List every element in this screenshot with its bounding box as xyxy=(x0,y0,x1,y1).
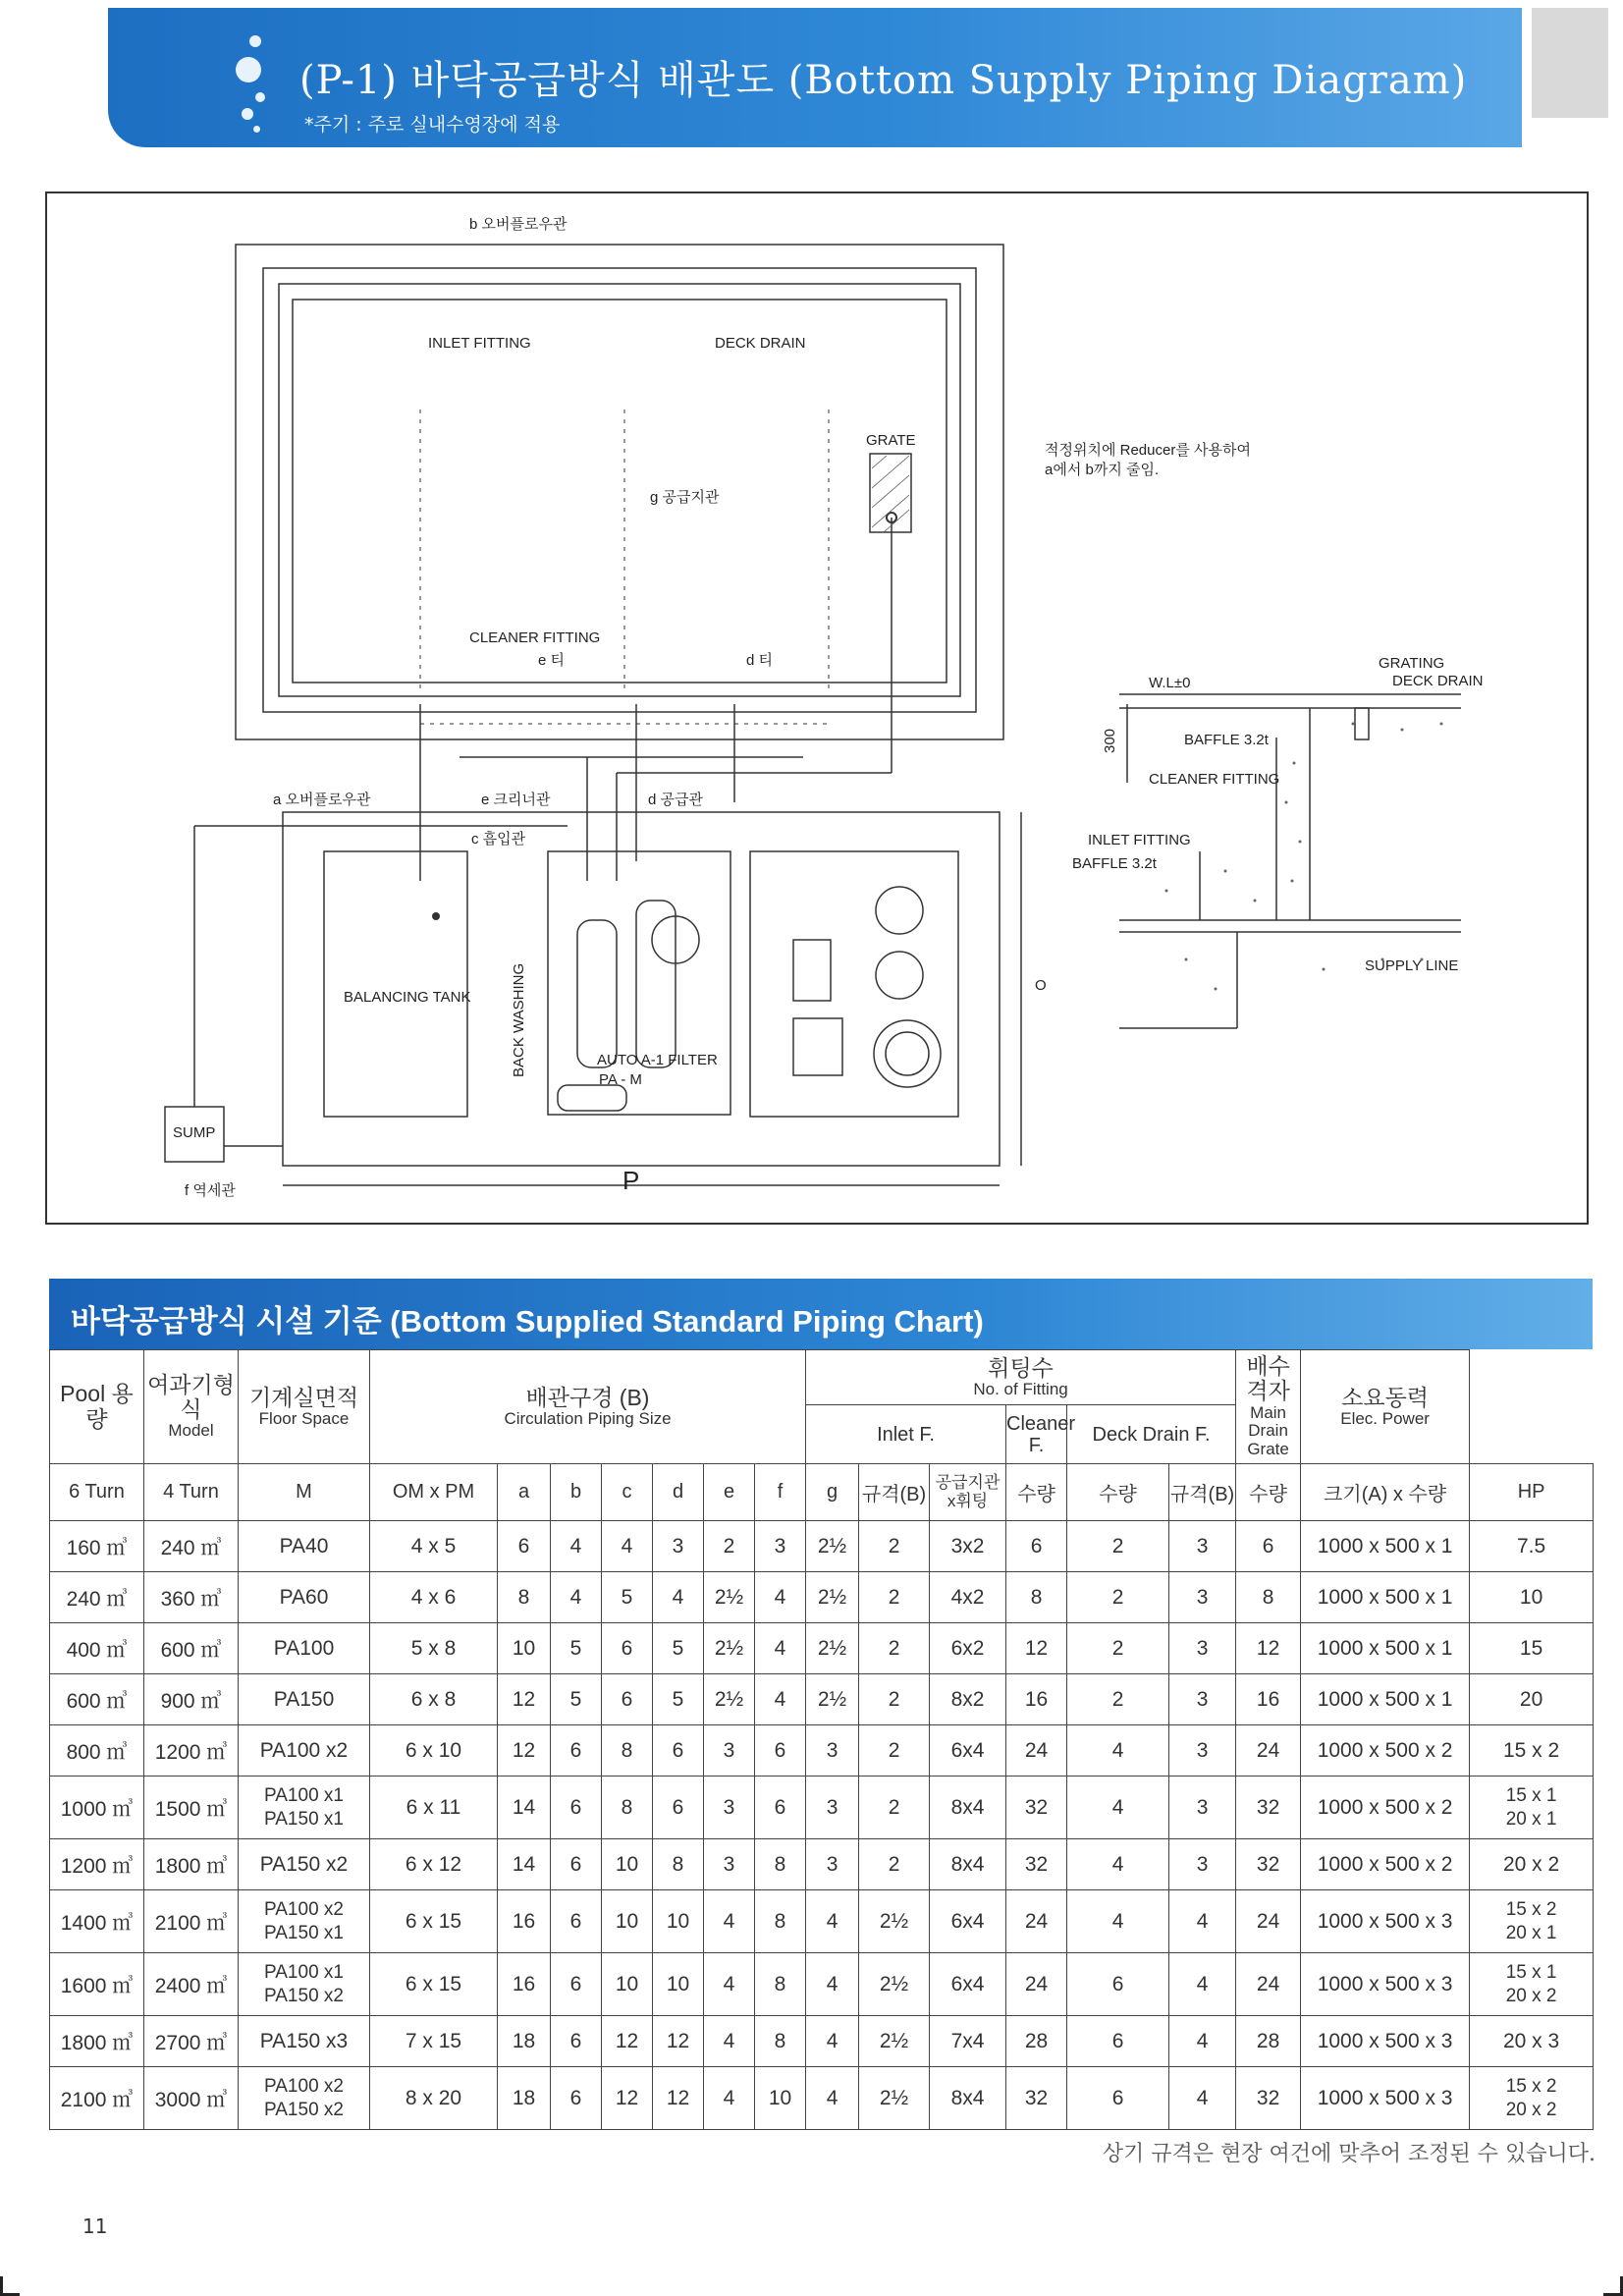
table-cell: 600 ㎥ xyxy=(144,1623,239,1674)
table-cell: 6 xyxy=(1236,1521,1301,1572)
table-cell: 3000 ㎥ xyxy=(144,2067,239,2130)
label-section-cleaner: CLEANER FITTING xyxy=(1149,771,1280,788)
table-cell: 6 xyxy=(1067,1953,1169,2016)
table-cell: PA40 xyxy=(239,1521,370,1572)
table-cell: PA150 x3 xyxy=(239,2016,370,2067)
table-cell: 2 xyxy=(1067,1521,1169,1572)
table-cell: 160 ㎥ xyxy=(50,1521,144,1572)
table-cell: 8 xyxy=(755,1953,806,2016)
table-cell: 6 xyxy=(551,1777,602,1839)
subheader-cell: OM x PM xyxy=(370,1464,498,1521)
table-cell: 600 ㎥ xyxy=(50,1674,144,1725)
piping-diagram xyxy=(45,191,1589,1225)
table-cell: 7x4 xyxy=(930,2016,1006,2067)
table-cell: 28 xyxy=(1236,2016,1301,2067)
table-cell: 8 xyxy=(755,1839,806,1890)
label-d-supply-pipe: d 공급관 xyxy=(648,792,703,808)
table-cell: 1000 ㎥ xyxy=(50,1777,144,1839)
table-cell: 1000 x 500 x 1 xyxy=(1301,1521,1470,1572)
table-cell: PA60 xyxy=(239,1572,370,1623)
table-cell: 1800 ㎥ xyxy=(50,2016,144,2067)
table-cell: 4 xyxy=(755,1572,806,1623)
table-cell: 4 xyxy=(704,2016,755,2067)
table-cell: 3 xyxy=(1169,1572,1236,1623)
table-cell: 10 xyxy=(602,1839,653,1890)
table-row xyxy=(50,1572,1594,1623)
table-cell: 4x2 xyxy=(930,1572,1006,1623)
label-b-overflow: b 오버플로우관 xyxy=(469,216,568,233)
table-cell: 10 xyxy=(653,1953,704,2016)
table-cell: 4 xyxy=(1067,1777,1169,1839)
subheader-cell: 규격(B) xyxy=(1169,1464,1236,1521)
table-cell: 4 xyxy=(755,1623,806,1674)
subheader-cell: e xyxy=(704,1464,755,1521)
table-cell: 5 xyxy=(653,1623,704,1674)
header-floor-space: 기계실면적 Floor Space xyxy=(239,1350,370,1464)
table-cell: 12 xyxy=(653,2016,704,2067)
table-cell: 8 xyxy=(602,1777,653,1839)
label-a-overflow: a 오버플로우관 xyxy=(273,792,371,808)
label-section-baffle-1: BAFFLE 3.2t xyxy=(1184,732,1269,748)
table-cell: 1000 x 500 x 2 xyxy=(1301,1725,1470,1777)
table-cell: 4 xyxy=(1067,1890,1169,1953)
header-inlet: Inlet F. xyxy=(806,1405,1006,1464)
table-cell: 2½ xyxy=(704,1623,755,1674)
table-cell: 1600 ㎥ xyxy=(50,1953,144,2016)
table-cell: 20 x 3 xyxy=(1470,2016,1594,2067)
table-cell: PA100 x2 PA150 x2 xyxy=(239,2067,370,2130)
label-inlet-fitting: INLET FITTING xyxy=(428,335,531,352)
subheader-cell: 수량 xyxy=(1006,1464,1067,1521)
label-section-300: 300 xyxy=(1102,728,1118,753)
subheader-cell: 수량 xyxy=(1067,1464,1169,1521)
table-cell: 6 x 15 xyxy=(370,1890,498,1953)
table-cell: 3 xyxy=(1169,1521,1236,1572)
subheader-cell: 6 Turn xyxy=(50,1464,144,1521)
table-cell: 4 xyxy=(704,2067,755,2130)
footnote: 상기 규격은 현장 여건에 맞추어 조정된 수 있습니다. xyxy=(1102,2142,1596,2166)
table-cell: 24 xyxy=(1236,1953,1301,2016)
label-reducer-note-1: 적정위치에 Reducer를 사용하여 xyxy=(1045,442,1251,459)
table-cell: 4 xyxy=(1169,2016,1236,2067)
table-cell: 4 xyxy=(806,2067,859,2130)
header-banner xyxy=(108,8,1522,147)
table-cell: 24 xyxy=(1006,1725,1067,1777)
table-cell: 1200 ㎥ xyxy=(50,1839,144,1890)
label-section-wl: W.L±0 xyxy=(1149,675,1191,691)
table-cell: 400 ㎥ xyxy=(50,1623,144,1674)
table-cell: 28 xyxy=(1006,2016,1067,2067)
label-g-supply-branch: g 공급지관 xyxy=(650,489,720,506)
table-cell: 8x4 xyxy=(930,1777,1006,1839)
table-cell: 3x2 xyxy=(930,1521,1006,1572)
table-cell: 6 xyxy=(653,1777,704,1839)
table-cell: 4 xyxy=(1067,1839,1169,1890)
table-cell: 12 xyxy=(1006,1623,1067,1674)
table-cell: 4 xyxy=(653,1572,704,1623)
table-cell: 8 xyxy=(755,2016,806,2067)
table-cell: 4 xyxy=(704,1953,755,2016)
header-drain-grate: 배수격자 Main Drain Grate xyxy=(1236,1350,1301,1464)
label-auto-filter: AUTO A-1 FILTER xyxy=(597,1052,718,1068)
table-cell: 1400 ㎥ xyxy=(50,1890,144,1953)
table-cell: 1000 x 500 x 1 xyxy=(1301,1572,1470,1623)
table-row xyxy=(50,1623,1594,1674)
table-cell: 4 xyxy=(704,1890,755,1953)
table-cell: 32 xyxy=(1236,2067,1301,2130)
table-cell: 6 x 12 xyxy=(370,1839,498,1890)
crop-mark xyxy=(0,2276,20,2296)
table-cell: 12 xyxy=(653,2067,704,2130)
table-cell: 900 ㎥ xyxy=(144,1674,239,1725)
page-number: 11 xyxy=(82,2214,108,2238)
table-cell: 10 xyxy=(653,1890,704,1953)
table-cell: 4 xyxy=(755,1674,806,1725)
table-cell: 1500 ㎥ xyxy=(144,1777,239,1839)
header-cleaner: Cleaner F. xyxy=(1006,1405,1067,1464)
table-cell: 6x4 xyxy=(930,1953,1006,2016)
table-cell: 8 xyxy=(602,1725,653,1777)
table-cell: 15 x 2 20 x 2 xyxy=(1470,2067,1594,2130)
label-cleaner-fitting: CLEANER FITTING xyxy=(469,629,601,646)
table-cell: 10 xyxy=(755,2067,806,2130)
table-row xyxy=(50,1839,1594,1890)
label-reducer-note-2: a에서 b까지 줄임. xyxy=(1045,462,1160,478)
subheader-cell: f xyxy=(755,1464,806,1521)
table-cell: 240 ㎥ xyxy=(50,1572,144,1623)
table-cell: 10 xyxy=(602,1890,653,1953)
table-cell: 6 x 11 xyxy=(370,1777,498,1839)
table-cell: 32 xyxy=(1006,2067,1067,2130)
table-cell: 6 x 15 xyxy=(370,1953,498,2016)
table-cell: PA100 x1 PA150 x2 xyxy=(239,1953,370,2016)
subheader-cell: 크기(A) x 수량 xyxy=(1301,1464,1470,1521)
header-pool: Pool 용량 xyxy=(50,1350,144,1464)
label-pa-m: PA - M xyxy=(599,1071,642,1088)
table-cell: 4 x 5 xyxy=(370,1521,498,1572)
piping-chart-table xyxy=(49,1349,1594,2130)
table-cell: 6 xyxy=(551,2067,602,2130)
table-cell: 20 xyxy=(1470,1674,1594,1725)
table-cell: 2100 ㎥ xyxy=(144,1890,239,1953)
table-cell: 32 xyxy=(1236,1839,1301,1890)
label-c-suction-pipe: c 흡입관 xyxy=(471,831,526,847)
table-cell: 16 xyxy=(498,1890,551,1953)
label-d-tee: d 티 xyxy=(746,652,773,669)
chart-title-bar xyxy=(49,1279,1593,1349)
table-cell: 6 xyxy=(551,1890,602,1953)
table-cell: 2½ xyxy=(806,1572,859,1623)
table-cell: 2400 ㎥ xyxy=(144,1953,239,2016)
table-cell: 8 xyxy=(653,1839,704,1890)
table-cell: 800 ㎥ xyxy=(50,1725,144,1777)
table-cell: 6 xyxy=(551,2016,602,2067)
subheader-cell: 규격(B) xyxy=(859,1464,930,1521)
table-cell: 2 xyxy=(859,1521,930,1572)
table-cell: 2½ xyxy=(704,1674,755,1725)
table-cell: 1000 x 500 x 2 xyxy=(1301,1777,1470,1839)
table-cell: 4 xyxy=(806,2016,859,2067)
subheader-cell: b xyxy=(551,1464,602,1521)
dimension-p: P xyxy=(622,1166,640,1195)
table-cell: 2 xyxy=(859,1839,930,1890)
label-e-tee: e 티 xyxy=(538,652,565,669)
table-cell: 8 xyxy=(498,1572,551,1623)
piping-diagram-drawing xyxy=(47,193,1591,1227)
table-cell: 15 x 2 20 x 1 xyxy=(1470,1890,1594,1953)
table-cell: 15 x 2 xyxy=(1470,1725,1594,1777)
table-cell: 3 xyxy=(704,1725,755,1777)
table-cell: 2 xyxy=(859,1674,930,1725)
table-cell: 16 xyxy=(1236,1674,1301,1725)
table-cell: 24 xyxy=(1236,1725,1301,1777)
table-cell: 14 xyxy=(498,1839,551,1890)
table-cell: 24 xyxy=(1006,1953,1067,2016)
table-cell: 2 xyxy=(859,1725,930,1777)
table-cell: 240 ㎥ xyxy=(144,1521,239,1572)
table-cell: 32 xyxy=(1006,1839,1067,1890)
table-cell: 6 x 8 xyxy=(370,1674,498,1725)
table-cell: 1000 x 500 x 3 xyxy=(1301,1953,1470,2016)
table-cell: 2½ xyxy=(806,1674,859,1725)
table-cell: 2 xyxy=(859,1777,930,1839)
table-cell: 2½ xyxy=(859,2016,930,2067)
table-cell: PA100 x1 PA150 x1 xyxy=(239,1777,370,1839)
table-cell: 24 xyxy=(1236,1890,1301,1953)
table-cell: 1000 x 500 x 1 xyxy=(1301,1623,1470,1674)
table-cell: 2100 ㎥ xyxy=(50,2067,144,2130)
label-grate: GRATE xyxy=(866,432,916,449)
table-cell: 1000 x 500 x 3 xyxy=(1301,2016,1470,2067)
table-cell: 5 xyxy=(551,1674,602,1725)
table-cell: 1200 ㎥ xyxy=(144,1725,239,1777)
table-cell: 1000 x 500 x 3 xyxy=(1301,1890,1470,1953)
table-cell: 6 xyxy=(1067,2016,1169,2067)
header-model: 여과기형식 Model xyxy=(144,1350,239,1464)
label-section-grating: GRATING xyxy=(1379,655,1445,672)
table-cell: 3 xyxy=(1169,1777,1236,1839)
table-cell: 1000 x 500 x 1 xyxy=(1301,1674,1470,1725)
table-cell: 12 xyxy=(602,2067,653,2130)
table-cell: 6 xyxy=(755,1777,806,1839)
table-row xyxy=(50,1890,1594,1953)
label-back-washing: BACK WASHING xyxy=(511,962,527,1077)
table-cell: 6 xyxy=(755,1725,806,1777)
table-cell: 4 x 6 xyxy=(370,1572,498,1623)
table-cell: 6 xyxy=(551,1839,602,1890)
table-cell: 32 xyxy=(1006,1777,1067,1839)
table-cell: 3 xyxy=(1169,1725,1236,1777)
table-cell: 18 xyxy=(498,2067,551,2130)
table-cell: 2½ xyxy=(806,1521,859,1572)
table-row xyxy=(50,2016,1594,2067)
table-cell: 4 xyxy=(551,1521,602,1572)
subheader-cell: 4 Turn xyxy=(144,1464,239,1521)
dimension-o: O xyxy=(1035,977,1047,994)
table-cell: 15 x 1 20 x 1 xyxy=(1470,1777,1594,1839)
table-cell: 6 xyxy=(498,1521,551,1572)
table-row xyxy=(50,1674,1594,1725)
table-cell: 15 xyxy=(1470,1623,1594,1674)
table-cell: 6 xyxy=(602,1674,653,1725)
table-cell: 8 xyxy=(755,1890,806,1953)
table-cell: 32 xyxy=(1236,1777,1301,1839)
table-cell: 1000 x 500 x 3 xyxy=(1301,2067,1470,2130)
table-cell: PA150 x2 xyxy=(239,1839,370,1890)
header-fitting: 휘팅수 No. of Fitting xyxy=(806,1350,1236,1405)
table-row xyxy=(50,1953,1594,2016)
crop-mark xyxy=(1603,2276,1623,2296)
table-cell: 6x2 xyxy=(930,1623,1006,1674)
table-cell: 16 xyxy=(1006,1674,1067,1725)
table-cell: 8 x 20 xyxy=(370,2067,498,2130)
subheader-cell: 공급지관 x휘팅 xyxy=(930,1464,1006,1521)
table-row xyxy=(50,2067,1594,2130)
table-cell: PA150 xyxy=(239,1674,370,1725)
table-cell: 24 xyxy=(1006,1890,1067,1953)
table-cell: 6x4 xyxy=(930,1725,1006,1777)
table-cell: 12 xyxy=(498,1725,551,1777)
table-cell: 3 xyxy=(1169,1674,1236,1725)
table-cell: 12 xyxy=(602,2016,653,2067)
table-cell: 3 xyxy=(806,1777,859,1839)
table-cell: 2 xyxy=(859,1623,930,1674)
table-cell: 3 xyxy=(806,1725,859,1777)
table-cell: 10 xyxy=(1470,1572,1594,1623)
table-cell: 2 xyxy=(1067,1572,1169,1623)
table-cell: 6 xyxy=(602,1623,653,1674)
label-section-baffle-2: BAFFLE 3.2t xyxy=(1072,855,1157,872)
table-cell: 16 xyxy=(498,1953,551,2016)
table-cell: 5 x 8 xyxy=(370,1623,498,1674)
table-row xyxy=(50,1725,1594,1777)
label-section-deck-drain: DECK DRAIN xyxy=(1392,673,1484,689)
table-cell: 360 ㎥ xyxy=(144,1572,239,1623)
table-cell: 1800 ㎥ xyxy=(144,1839,239,1890)
table-cell: 10 xyxy=(602,1953,653,2016)
label-deck-drain: DECK DRAIN xyxy=(715,335,806,352)
table-cell: PA100 xyxy=(239,1623,370,1674)
header-pipe-size: 배관구경 (B) Circulation Piping Size xyxy=(370,1350,806,1464)
header-deck: Deck Drain F. xyxy=(1067,1405,1236,1464)
table-cell: 5 xyxy=(602,1572,653,1623)
table-cell: 6 xyxy=(551,1725,602,1777)
subheader-row xyxy=(50,1464,1594,1521)
table-cell: 4 xyxy=(602,1521,653,1572)
decorative-dots-icon xyxy=(236,35,295,134)
label-f-backwash-pipe: f 역세관 xyxy=(185,1182,236,1199)
label-e-cleaner-pipe: e 크리너관 xyxy=(481,792,551,808)
table-cell: 3 xyxy=(755,1521,806,1572)
table-cell: 6 xyxy=(1067,2067,1169,2130)
table-cell: 12 xyxy=(498,1674,551,1725)
table-cell: 4 xyxy=(1067,1725,1169,1777)
subheader-cell: M xyxy=(239,1464,370,1521)
table-cell: 4 xyxy=(806,1890,859,1953)
table-cell: 2700 ㎥ xyxy=(144,2016,239,2067)
table-cell: 6x4 xyxy=(930,1890,1006,1953)
table-cell: 20 x 2 xyxy=(1470,1839,1594,1890)
table-cell: PA100 x2 xyxy=(239,1725,370,1777)
table-row xyxy=(50,1777,1594,1839)
page-edge xyxy=(1532,8,1608,118)
table-cell: 12 xyxy=(1236,1623,1301,1674)
table-cell: 3 xyxy=(653,1521,704,1572)
table-cell: 3 xyxy=(704,1839,755,1890)
page-title: (P-1) 바닥공급방식 배관도 (Bottom Supply Piping Diagram) xyxy=(299,58,1468,103)
table-cell: 8x2 xyxy=(930,1674,1006,1725)
table-cell: 3 xyxy=(1169,1839,1236,1890)
table-cell: 10 xyxy=(498,1623,551,1674)
table-cell: 2 xyxy=(1067,1674,1169,1725)
subheader-cell: 수량 xyxy=(1236,1464,1301,1521)
table-cell: 7 x 15 xyxy=(370,2016,498,2067)
label-sump: SUMP xyxy=(173,1124,216,1141)
table-cell: 2½ xyxy=(859,1953,930,2016)
subheader-cell: g xyxy=(806,1464,859,1521)
subheader-cell: d xyxy=(653,1464,704,1521)
table-cell: 2 xyxy=(1067,1623,1169,1674)
table-cell: 8 xyxy=(1006,1572,1067,1623)
chart-title: 바닥공급방식 시설 기준 (Bottom Supplied Standard Piping Chart) xyxy=(71,1304,984,1339)
table-cell: 6 xyxy=(1006,1521,1067,1572)
label-balancing-tank: BALANCING TANK xyxy=(344,989,471,1006)
table-cell: 7.5 xyxy=(1470,1521,1594,1572)
table-body xyxy=(50,1464,1594,2130)
page-subtitle: *주기 : 주로 실내수영장에 적용 xyxy=(304,114,561,136)
table-cell: 4 xyxy=(806,1953,859,2016)
table-cell: 2½ xyxy=(806,1623,859,1674)
table-cell: 8x4 xyxy=(930,1839,1006,1890)
table-cell: 2½ xyxy=(704,1572,755,1623)
table-cell: 6 x 10 xyxy=(370,1725,498,1777)
header-power: 소요동력 Elec. Power xyxy=(1301,1350,1470,1464)
table-cell: 2 xyxy=(704,1521,755,1572)
table-cell: 3 xyxy=(704,1777,755,1839)
table-cell: 5 xyxy=(653,1674,704,1725)
table-cell: 4 xyxy=(551,1572,602,1623)
subheader-cell: a xyxy=(498,1464,551,1521)
table-cell: 8 xyxy=(1236,1572,1301,1623)
table-row xyxy=(50,1521,1594,1572)
table-cell: 8x4 xyxy=(930,2067,1006,2130)
table-cell: 14 xyxy=(498,1777,551,1839)
table-cell: 5 xyxy=(551,1623,602,1674)
table-cell: 6 xyxy=(653,1725,704,1777)
table-cell: 2 xyxy=(859,1572,930,1623)
subheader-cell: HP xyxy=(1470,1464,1594,1521)
table-cell: 4 xyxy=(1169,1890,1236,1953)
table-cell: 4 xyxy=(1169,1953,1236,2016)
label-section-supply-line: SUPPLY LINE xyxy=(1365,957,1459,974)
table-cell: 18 xyxy=(498,2016,551,2067)
table-cell: 6 xyxy=(551,1953,602,2016)
table-cell: 15 x 1 20 x 2 xyxy=(1470,1953,1594,2016)
table-cell: 3 xyxy=(1169,1623,1236,1674)
subheader-cell: c xyxy=(602,1464,653,1521)
table-cell: 3 xyxy=(806,1839,859,1890)
table-cell: PA100 x2 PA150 x1 xyxy=(239,1890,370,1953)
label-section-inlet: INLET FITTING xyxy=(1088,832,1191,848)
table-cell: 4 xyxy=(1169,2067,1236,2130)
table-cell: 2½ xyxy=(859,1890,930,1953)
table-cell: 2½ xyxy=(859,2067,930,2130)
table-cell: 1000 x 500 x 2 xyxy=(1301,1839,1470,1890)
